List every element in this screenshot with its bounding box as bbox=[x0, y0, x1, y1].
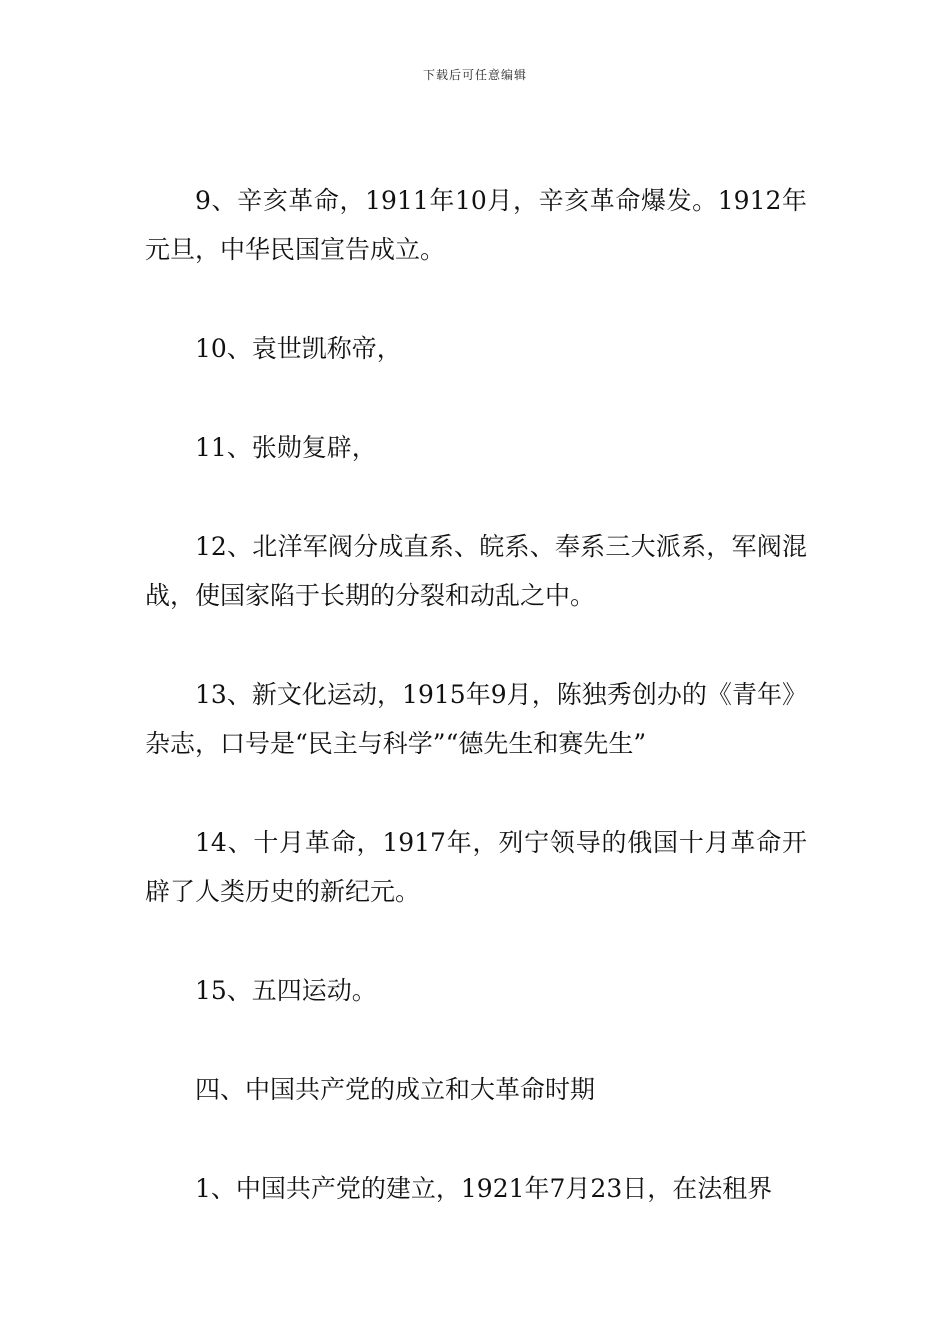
paragraph-xinhai-revolution: 9、辛亥革命，1911年10月，辛亥革命爆发。1912年元旦，中华民国宣告成立。 bbox=[145, 186, 807, 264]
paragraph-new-culture-movement: 13、新文化运动，1915年9月，陈独秀创办的《青年》杂志，口号是“民主与科学”“德先生和赛先生” bbox=[145, 680, 807, 758]
header-note: 下载后可任意编辑 bbox=[422, 68, 527, 82]
paragraph-yuan-shikai: 10、袁世凯称帝， bbox=[195, 334, 402, 363]
paragraph-may-fourth: 15、五四运动。 bbox=[195, 976, 377, 1005]
paragraph-cpc-founding: 1、中国共产党的建立，1921年7月23日，在法租界 bbox=[195, 1174, 773, 1203]
paragraph-zhang-xun: 11、张勋复辟， bbox=[195, 433, 377, 462]
paragraph-beiyang-warlords: 12、北洋军阀分成直系、皖系、奉系三大派系，军阀混战，使国家陷于长期的分裂和动乱之中。 bbox=[145, 532, 807, 610]
paragraph-october-revolution: 14、十月革命，1917年，列宁领导的俄国十月革命开辟了人类历史的新纪元。 bbox=[145, 828, 807, 906]
document-body bbox=[145, 176, 807, 1263]
section-heading: 四、中国共产党的成立和大革命时期 bbox=[195, 1075, 596, 1104]
